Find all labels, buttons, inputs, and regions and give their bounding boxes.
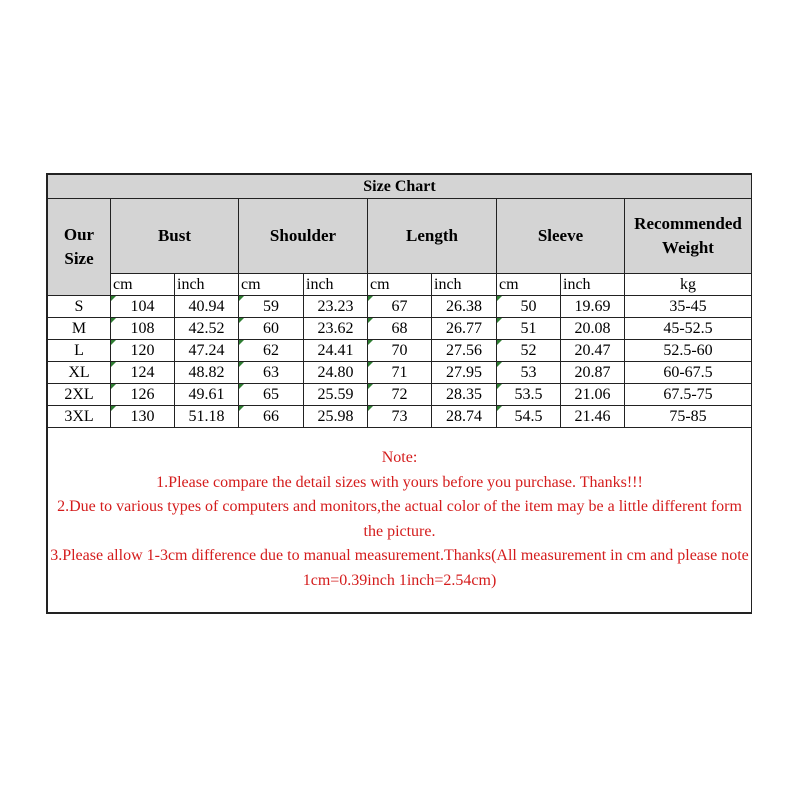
- measurement-cell: 70: [368, 340, 432, 362]
- size-row: [48, 296, 752, 318]
- measurement-cell: 126: [111, 384, 175, 406]
- size-label: S: [48, 296, 111, 318]
- measurement-cell: 49.61: [175, 384, 239, 406]
- measurement-cell: 51.18: [175, 406, 239, 428]
- measurement-cell: 68: [368, 318, 432, 340]
- measurement-cell: 52: [497, 340, 561, 362]
- measurement-cell: 25.98: [304, 406, 368, 428]
- header-our-size: Our Size: [48, 199, 111, 296]
- measurement-cell: 124: [111, 362, 175, 384]
- measurement-cell: 53: [497, 362, 561, 384]
- measurement-cell: 20.87: [561, 362, 625, 384]
- size-row: [48, 318, 752, 340]
- size-chart-table: [47, 174, 752, 613]
- units-row: [48, 274, 752, 296]
- measurement-cell: 53.5: [497, 384, 561, 406]
- measurement-cell: 54.5: [497, 406, 561, 428]
- unit-bust-inch: inch: [175, 274, 239, 296]
- unit-sleeve-cm: cm: [497, 274, 561, 296]
- measurement-cell: 27.95: [432, 362, 497, 384]
- unit-weight-kg: kg: [625, 274, 752, 296]
- measurement-cell: 19.69: [561, 296, 625, 318]
- measurement-cell: 120: [111, 340, 175, 362]
- measurement-cell: 47.24: [175, 340, 239, 362]
- measurement-cell: 24.80: [304, 362, 368, 384]
- measurement-cell: 23.62: [304, 318, 368, 340]
- size-row: [48, 384, 752, 406]
- measurement-cell: 45-52.5: [625, 318, 752, 340]
- measurement-cell: 28.74: [432, 406, 497, 428]
- measurement-cell: 20.47: [561, 340, 625, 362]
- size-row: [48, 406, 752, 428]
- unit-sleeve-inch: inch: [561, 274, 625, 296]
- measurement-cell: 27.56: [432, 340, 497, 362]
- measurement-cell: 42.52: [175, 318, 239, 340]
- measurement-cell: 108: [111, 318, 175, 340]
- measurement-cell: 40.94: [175, 296, 239, 318]
- measurement-cell: 25.59: [304, 384, 368, 406]
- size-label: M: [48, 318, 111, 340]
- chart-title: Size Chart: [48, 175, 752, 199]
- measurement-cell: 35-45: [625, 296, 752, 318]
- unit-shoulder-cm: cm: [239, 274, 304, 296]
- measurement-cell: 28.35: [432, 384, 497, 406]
- measurement-cell: 75-85: [625, 406, 752, 428]
- measurement-cell: 67: [368, 296, 432, 318]
- size-label: 3XL: [48, 406, 111, 428]
- measurement-cell: 20.08: [561, 318, 625, 340]
- unit-length-inch: inch: [432, 274, 497, 296]
- size-label: XL: [48, 362, 111, 384]
- measurement-cell: 21.46: [561, 406, 625, 428]
- measurement-cell: 71: [368, 362, 432, 384]
- unit-bust-cm: cm: [111, 274, 175, 296]
- measurement-cell: 66: [239, 406, 304, 428]
- size-label: 2XL: [48, 384, 111, 406]
- measurement-cell: 72: [368, 384, 432, 406]
- measurement-cell: 65: [239, 384, 304, 406]
- unit-shoulder-inch: inch: [304, 274, 368, 296]
- measurement-cell: 60: [239, 318, 304, 340]
- size-row: [48, 340, 752, 362]
- measurement-cell: 23.23: [304, 296, 368, 318]
- measurement-cell: 21.06: [561, 384, 625, 406]
- measurement-cell: 51: [497, 318, 561, 340]
- measurement-cell: 52.5-60: [625, 340, 752, 362]
- header-length: Length: [368, 199, 497, 274]
- note-line-2: 2.Due to various types of computers and monitors,the actual color of the item may be a little different form the picture.: [57, 498, 742, 540]
- size-chart: [46, 173, 752, 614]
- size-row: [48, 362, 752, 384]
- measurement-cell: 73: [368, 406, 432, 428]
- measurement-cell: 63: [239, 362, 304, 384]
- note-line-3: 3.Please allow 1-3cm difference due to manual measurement.Thanks(All measurement in cm and please note 1cm=0.39inch 1inch=2.54cm): [50, 547, 749, 589]
- measurement-cell: 50: [497, 296, 561, 318]
- note-line-1: 1.Please compare the detail sizes with yours before you purchase. Thanks!!!: [156, 473, 643, 491]
- measurement-cell: 62: [239, 340, 304, 362]
- header-recommended-weight: Recommended Weight: [625, 199, 752, 274]
- header-sleeve: Sleeve: [497, 199, 625, 274]
- measurement-cell: 60-67.5: [625, 362, 752, 384]
- note-label: Note:: [381, 449, 418, 466]
- size-label: L: [48, 340, 111, 362]
- measurement-cell: 59: [239, 296, 304, 318]
- header-bust: Bust: [111, 199, 239, 274]
- header-shoulder: Shoulder: [239, 199, 368, 274]
- notes-section: [48, 428, 752, 613]
- measurement-cell: 67.5-75: [625, 384, 752, 406]
- measurement-cell: 26.77: [432, 318, 497, 340]
- measurement-cell: 26.38: [432, 296, 497, 318]
- measurement-cell: 130: [111, 406, 175, 428]
- measurement-cell: 24.41: [304, 340, 368, 362]
- measurement-cell: 48.82: [175, 362, 239, 384]
- unit-length-cm: cm: [368, 274, 432, 296]
- measurement-cell: 104: [111, 296, 175, 318]
